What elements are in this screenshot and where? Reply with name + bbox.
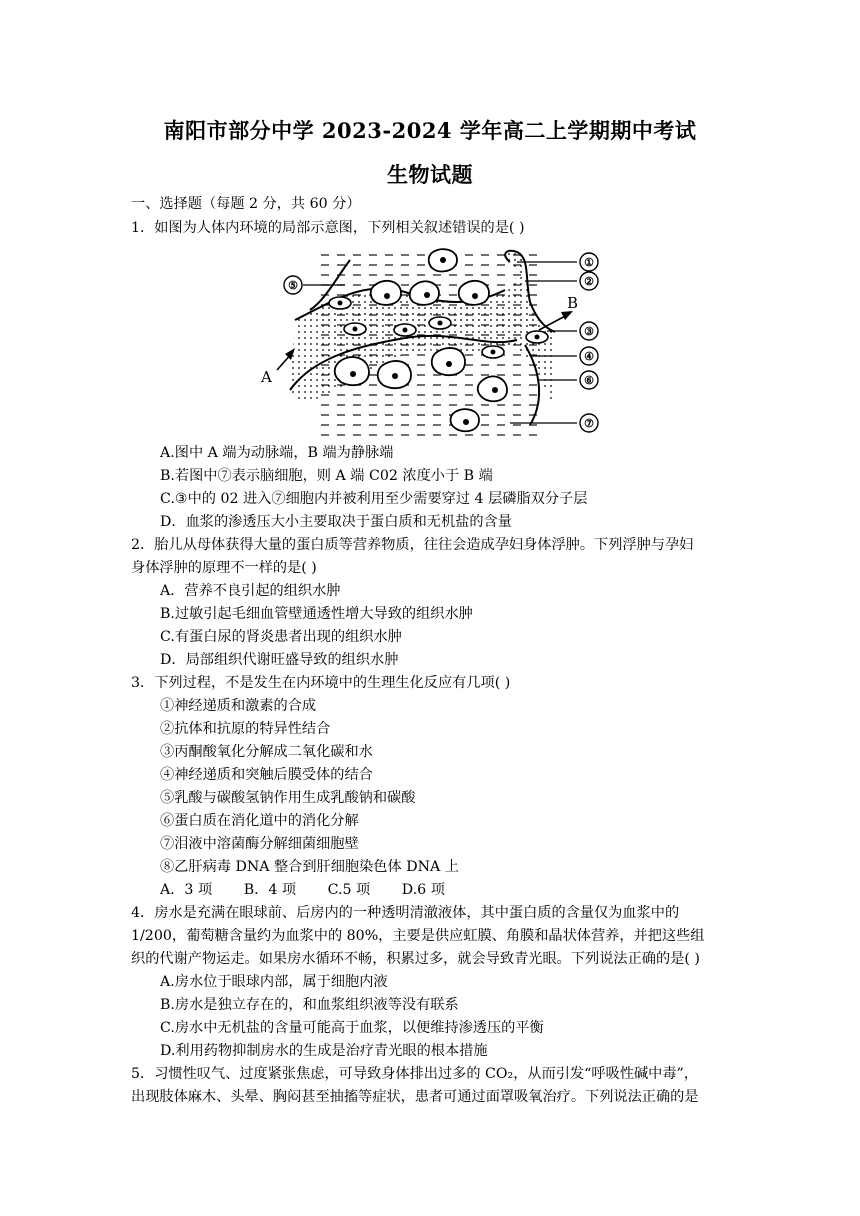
question-1-option-b: B.若图中⑦表示脑细胞，则 A 端 C02 浓度小于 B 端 — [160, 468, 493, 484]
question-3-item-2: ②抗体和抗原的特异性结合 — [160, 721, 331, 737]
question-1-stem: 1．如图为人体内环境的局部示意图，下列相关叙述错误的是( ) — [131, 220, 525, 236]
question-4-stem-line-2: 1/200，葡萄糖含量约为血浆中的 80%，主要是供应虹膜、角膜和晶状体营养，并把这些组 — [131, 928, 705, 944]
question-4-option-c: C.房水中无机盐的含量可能高于血浆，以便维持渗透压的平衡 — [160, 1020, 544, 1036]
figure-label-1: ① — [584, 256, 594, 269]
body-environment-figure — [255, 240, 615, 440]
question-4-option-b: B.房水是独立存在的，和血浆组织液等没有联系 — [160, 997, 459, 1013]
question-3-options: A．3 项 B．4 项 C.5 项 D.6 项 — [160, 882, 445, 898]
figure-label-7: ⑦ — [584, 417, 594, 430]
figure-label-a: A — [261, 368, 272, 386]
question-1-option-a: A.图中 A 端为动脉端，B 端为静脉端 — [160, 445, 394, 461]
question-3-item-7: ⑦泪液中溶菌酶分解细菌细胞壁 — [160, 836, 359, 852]
question-3-item-1: ①神经递质和激素的合成 — [160, 698, 317, 714]
question-1-option-d: D．血浆的渗透压大小主要取决于蛋白质和无机盐的含量 — [160, 514, 512, 530]
figure-label-b: B — [567, 294, 579, 312]
question-3-item-5: ⑤乳酸与碳酸氢钠作用生成乳酸钠和碳酸 — [160, 790, 416, 806]
question-2-stem-line-2: 身体浮肿的原理不一样的是( ) — [131, 560, 317, 576]
question-2-option-a: A．营养不良引起的组织水肿 — [160, 583, 341, 599]
figure-label-5: ⑤ — [288, 279, 298, 292]
question-3-item-8: ⑧乙肝病毒 DNA 整合到肝细胞染色体 DNA 上 — [160, 859, 459, 875]
question-5-stem-line-1: 5．习惯性叹气、过度紧张焦虑，可导致身体排出过多的 CO₂，从而引发“呼吸性碱中毒”， — [131, 1066, 698, 1082]
question-3-item-3: ③丙酮酸氧化分解成二氧化碳和水 — [160, 744, 373, 760]
figure-label-3: ③ — [584, 325, 594, 338]
figure-label-2: ② — [584, 275, 594, 288]
section-heading: 一、选择题（每题 2 分，共 60 分） — [131, 196, 361, 212]
question-4-option-a: A.房水位于眼球内部，属于细胞内液 — [160, 974, 388, 990]
question-2-option-d: D．局部组织代谢旺盛导致的组织水肿 — [160, 652, 399, 668]
figure-label-4: ④ — [584, 350, 594, 363]
question-3-item-4: ④神经递质和突触后膜受体的结合 — [160, 767, 373, 783]
question-3-item-6: ⑥蛋白质在消化道中的消化分解 — [160, 813, 359, 829]
question-2-option-c: C.有蛋白尿的肾炎患者出现的组织水肿 — [160, 629, 402, 645]
exam-subtitle: 生物试题 — [387, 162, 473, 187]
question-3-stem: 3．下列过程，不是发生在内环境中的生理生化反应有几项( ) — [131, 675, 511, 691]
question-4-stem-line-3: 织的代谢产物运走。如果房水循环不畅，积累过多，就会导致青光眼。下列说法正确的是( ) — [131, 951, 700, 967]
question-2-stem-line-1: 2．胎儿从母体获得大量的蛋白质等营养物质，往往会造成孕妇身体浮肿。下列浮肿与孕妇 — [131, 537, 694, 553]
question-2-option-b: B.过敏引起毛细血管壁通透性增大导致的组织水肿 — [160, 606, 473, 622]
question-4-stem-line-1: 4．房水是充满在眼球前、后房内的一种透明清澈液体，其中蛋白质的含量仅为血浆中的 — [131, 905, 680, 921]
exam-title: 南阳市部分中学 2023-2024 学年高二上学期期中考试 — [163, 118, 697, 143]
question-5-stem-line-2: 出现肢体麻木、头晕、胸闷甚至抽搐等症状，患者可通过面罩吸氧治疗。下列说法正确的是 — [131, 1089, 699, 1105]
question-1-option-c: C.③中的 02 进入⑦细胞内并被利用至少需要穿过 4 层磷脂双分子层 — [160, 491, 588, 507]
figure-label-6: ⑥ — [584, 374, 594, 387]
question-4-option-d: D.利用药物抑制房水的生成是治疗青光眼的根本措施 — [160, 1043, 488, 1059]
